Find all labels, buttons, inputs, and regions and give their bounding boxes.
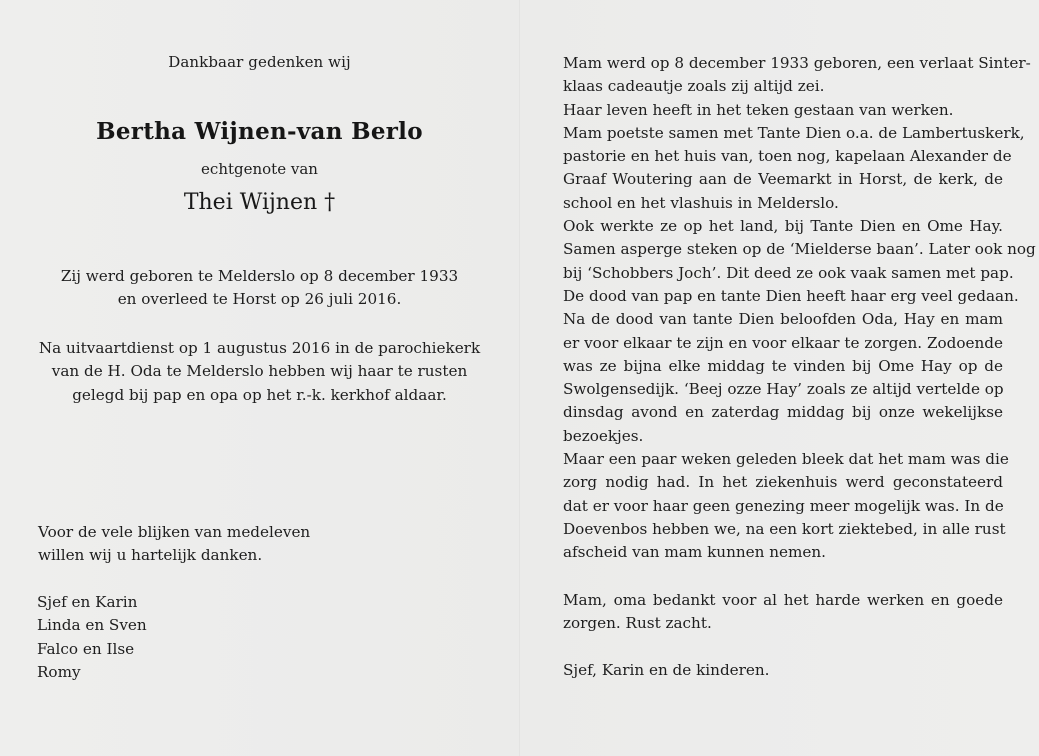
story-line: zorg nodig had. In het ziekenhuis werd geconstateerd <box>563 473 1003 492</box>
closing-line: Mam, oma bedankt voor al het harde werken en goede <box>563 591 1003 609</box>
story-line: Graaf Woutering aan de Veemarkt in Horst, de kerk, de <box>563 170 1003 189</box>
story-line: dat er voor haar geen genezing meer mogelijk was. In de <box>563 496 1004 515</box>
story-line: bij ‘Schobbers Joch’. Dit deed ze ook vaak samen met pap. <box>563 263 1014 282</box>
text-line: willen wij u hartelijk danken. <box>38 546 263 565</box>
story-line: dinsdag avond en zaterdag middag bij onze wekelijkse <box>563 403 1003 422</box>
story-line: De dood van pap en tante Dien heeft haar erg veel gedaan. <box>563 286 1019 305</box>
signoff: Sjef, Karin en de kinderen. <box>563 661 770 679</box>
story-line: Mam poetste samen met Tante Dien o.a. de Lambertuskerk, <box>563 123 1025 142</box>
spouse-name: Thei Wijnen † <box>183 190 336 215</box>
family-member: Falco en Ilse <box>37 639 135 658</box>
story-line: Na de dood van tante Dien beloofden Oda, Hay en mam <box>563 310 1003 329</box>
text-line: van de H. Oda te Melderslo hebben wij haar te rusten <box>51 362 468 381</box>
story-line: afscheid van mam kunnen nemen. <box>563 543 826 562</box>
story-line: Doevenbos hebben we, na een kort ziektebed, in alle rust <box>563 519 1006 538</box>
story-line: bezoekjes. <box>563 426 644 445</box>
story-line: pastorie en het huis van, toen nog, kapelaan Alexander de <box>563 147 1012 166</box>
left-panel <box>0 0 519 756</box>
story-line: Maar een paar weken geleden bleek dat het mam was die <box>563 450 1009 469</box>
story-line: klaas cadeautje zoals zij altijd zei. <box>563 77 825 96</box>
story-line: Samen asperge steken op de ‘Mielderse baan’. Later ook nog <box>563 240 1036 259</box>
spouse-label: echtgenote van <box>201 160 318 178</box>
story-line: Mam werd op 8 december 1933 geboren, een verlaat Sinter- <box>563 54 1031 72</box>
text-line: Zij werd geboren te Melderslo op 8 december 1933 <box>60 267 459 285</box>
text-line: gelegd bij pap en opa op het r.-k. kerkhof aldaar. <box>72 385 447 404</box>
story-line: er voor elkaar te zijn en voor elkaar te zorgen. Zodoende <box>563 333 1003 352</box>
card-fold-line <box>519 0 520 756</box>
story-line: Swolgensedijk. ‘Beej ozze Hay’ zoals ze altijd vertelde op <box>563 380 1004 399</box>
family-member: Linda en Sven <box>37 616 147 635</box>
deceased-name: Bertha Wijnen-van Berlo <box>96 118 423 145</box>
story-line: Ook werkte ze op het land, bij Tante Dien en Ome Hay. <box>563 217 1003 236</box>
life-story <box>563 52 1036 565</box>
family-member: Sjef en Karin <box>37 593 138 611</box>
text-line: Voor de vele blijken van medeleven <box>38 523 311 541</box>
thanks-text <box>38 521 310 568</box>
birth-death-text <box>0 265 519 312</box>
closing-line: zorgen. Rust zacht. <box>563 614 712 633</box>
intro-text: Dankbaar gedenken wij <box>168 53 351 71</box>
story-line: was ze bijna elke middag te vinden bij Ome Hay op de <box>563 356 1003 375</box>
right-panel <box>563 0 1036 756</box>
closing-text <box>563 589 1003 636</box>
family-list <box>37 591 147 684</box>
story-line: school en het vlashuis in Melderslo. <box>563 193 839 212</box>
funeral-text <box>0 337 519 407</box>
text-line: en overleed te Horst op 26 juli 2016. <box>117 290 402 309</box>
family-member: Romy <box>37 662 81 681</box>
text-line: Na uitvaartdienst op 1 augustus 2016 in de parochiekerk <box>38 339 481 357</box>
story-line: Haar leven heeft in het teken gestaan van werken. <box>563 100 954 119</box>
